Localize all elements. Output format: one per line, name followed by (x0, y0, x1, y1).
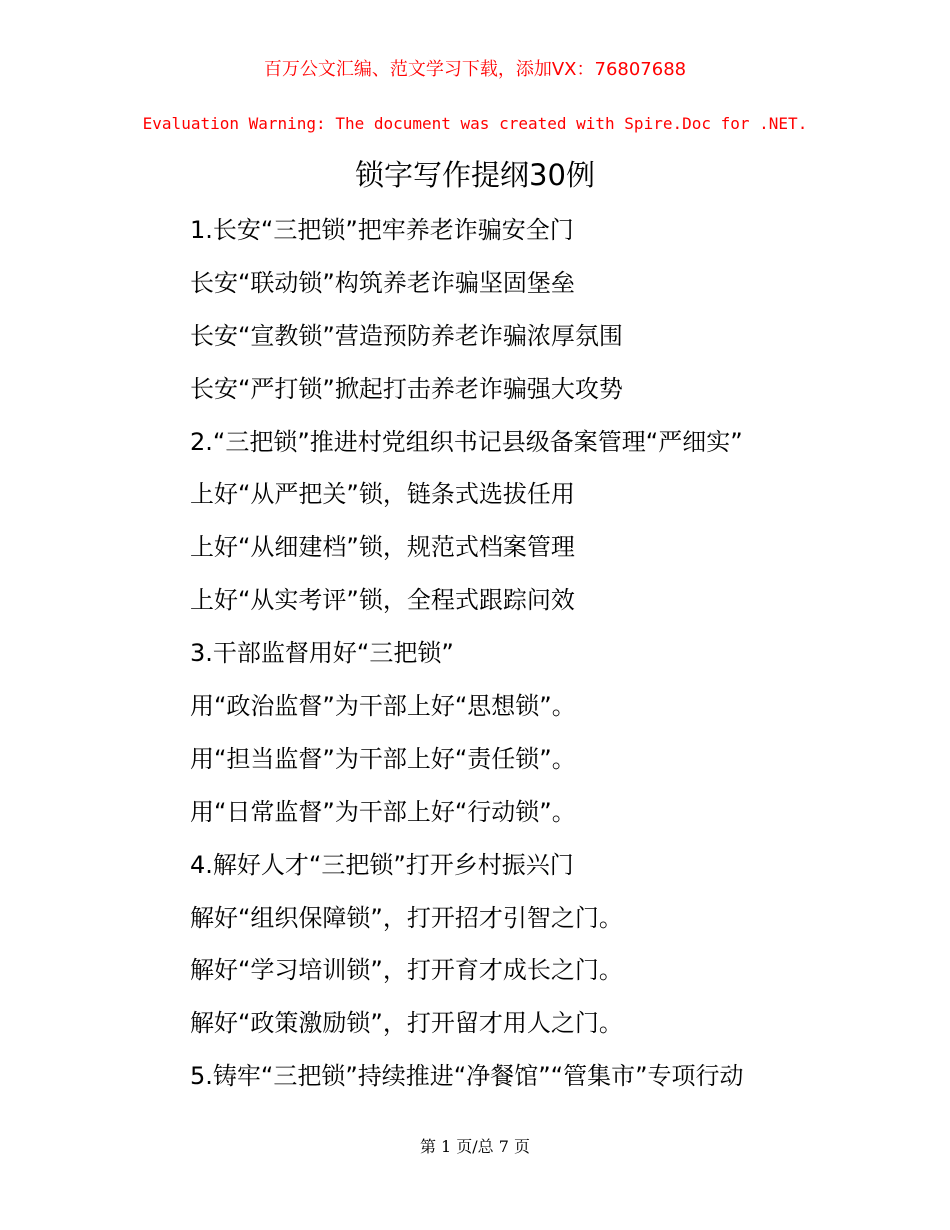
outline-line: 用“担当监督”为干部上好“责任锁”。 (190, 744, 576, 773)
outline-line: 上好“从实考评”锁，全程式跟踪问效 (190, 586, 575, 615)
evaluation-warning: Evaluation Warning: The document was created with Spire.Doc for .NET. (142, 114, 808, 133)
document-body (190, 208, 744, 1107)
document-title: 锁字写作提纲30例 (355, 158, 595, 192)
outline-line: 2.“三把锁”推进村党组织书记县级备案管理“严细实” (190, 427, 743, 456)
header-ad-text: 百万公文汇编、范文学习下载，添加VX：76807688 (263, 59, 687, 80)
outline-line: 上好“从严把关”锁，链条式选拔任用 (190, 480, 575, 509)
page-footer: 第 1 页/总 7 页 (419, 1137, 531, 1156)
outline-line: 5.铸牢“三把锁”持续推进“净餐馆”“管集市”专项行动 (190, 1062, 744, 1091)
outline-line: 用“日常监督”为干部上好“行动锁”。 (190, 797, 576, 826)
outline-line: 1.长安“三把锁”把牢养老诈骗安全门 (190, 216, 574, 244)
outline-line: 长安“联动锁”构筑养老诈骗坚固堡垒 (190, 268, 575, 297)
outline-line: 解好“政策激励锁”，打开留才用人之门。 (190, 1009, 623, 1038)
outline-line: 解好“学习培训锁”，打开育才成长之门。 (190, 956, 623, 985)
outline-line: 长安“严打锁”掀起打击养老诈骗强大攻势 (190, 374, 623, 403)
outline-line: 解好“组织保障锁”，打开招才引智之门。 (190, 903, 623, 932)
outline-line: 用“政治监督”为干部上好“思想锁”。 (190, 692, 576, 721)
outline-line: 4.解好人才“三把锁”打开乡村振兴门 (190, 850, 574, 879)
outline-line: 长安“宣教锁”营造预防养老诈骗浓厚氛围 (190, 321, 623, 350)
outline-line: 3.干部监督用好“三把锁” (190, 639, 454, 668)
outline-line: 上好“从细建档”锁，规范式档案管理 (190, 533, 575, 562)
